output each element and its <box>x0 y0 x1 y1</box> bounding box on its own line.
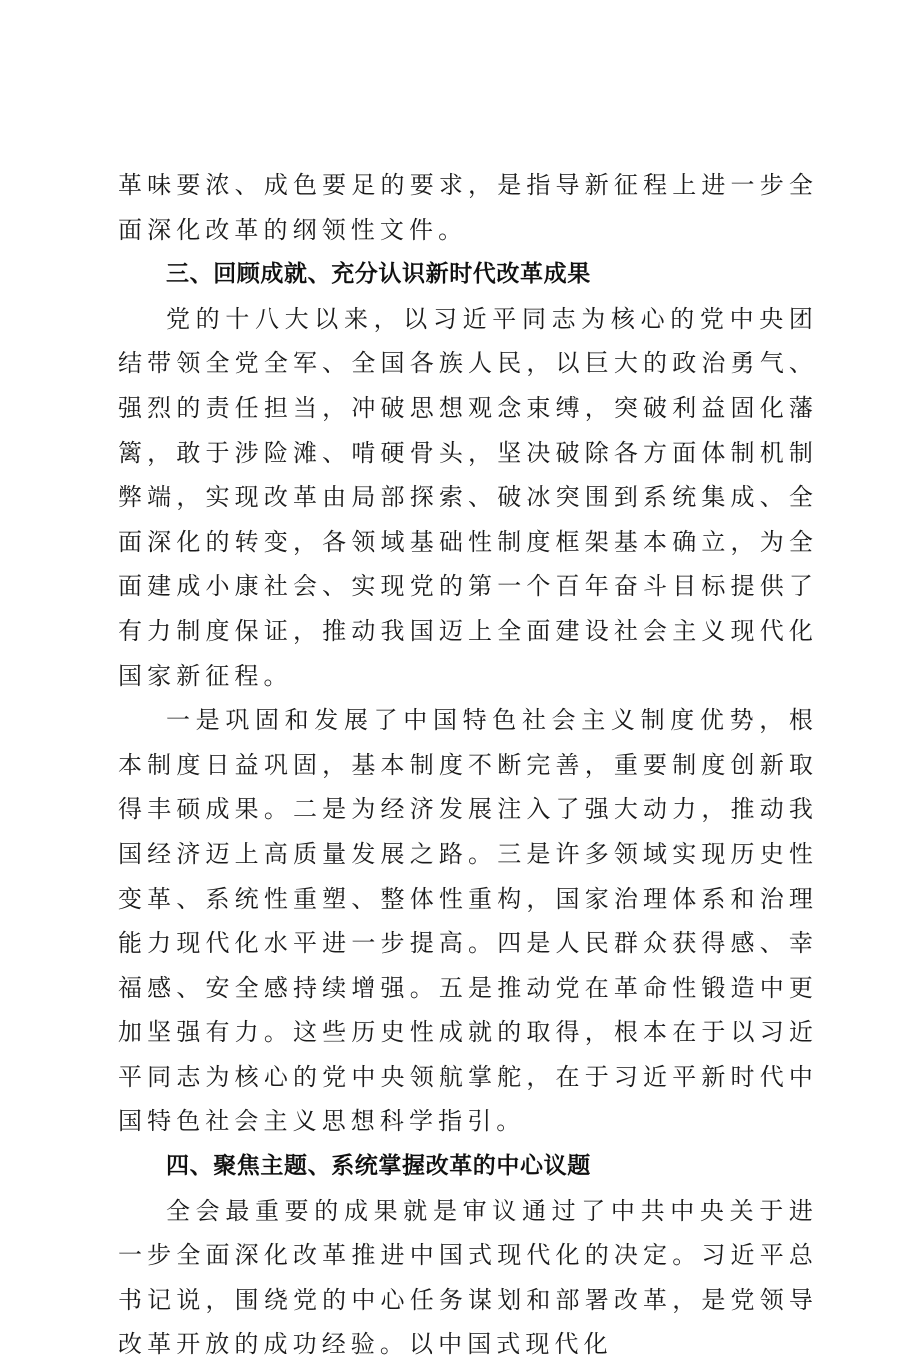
paragraph-reform-overview: 党的十八大以来，以习近平同志为核心的党中央团结带领全党全军、全国各族人民，以巨大的政治勇气、强烈的责任担当，冲破思想观念束缚，突破利益固化藩篱，敢于涉险滩、啃硬骨头，坚决破除各方面体制机制弊端，实现改革由局部探索、破冰突围到系统集成、全面深化的转变，各领域基础性制度框架基本确立，为全面建成小康社会、实现党的第一个百年奋斗目标提供了有力制度保证，推动我国迈上全面建设社会主义现代化国家新征程。 <box>118 304 818 690</box>
section-heading-three: 三、回顾成就、充分认识新时代改革成果 <box>166 261 591 288</box>
section-heading-four: 四、聚焦主题、系统掌握改革的中心议题 <box>166 1153 591 1180</box>
paragraph-achievements: 一是巩固和发展了中国特色社会主义制度优势，根本制度日益巩固，基本制度不断完善，重要制度创新取得丰硕成果。二是为经济发展注入了强大动力，推动我国经济迈上高质量发展之路。三是许多领域实现历史性变革、系统性重塑、整体性重构，国家治理体系和治理能力现代化水平进一步提高。四是人民群众获得感、幸福感、安全感持续增强。五是推动党在革命性锻造中更加坚强有力。这些历史性成就的取得，根本在于以习近平同志为核心的党中央领航掌舵，在于习近平新时代中国特色社会主义思想科学指引。 <box>118 706 818 1136</box>
paragraph-continued: 革味要浓、成色要足的要求，是指导新征程上进一步全面深化改革的纲领性文件。 <box>118 171 818 244</box>
document-body <box>118 163 818 1367</box>
paragraph-central-topic: 全会最重要的成果就是审议通过了中共中央关于进一步全面深化改革推进中国式现代化的决定。习近平总书记说，围绕党的中心任务谋划和部署改革，是党领导改革开放的成功经验。以中国式现代化 <box>118 1196 818 1359</box>
